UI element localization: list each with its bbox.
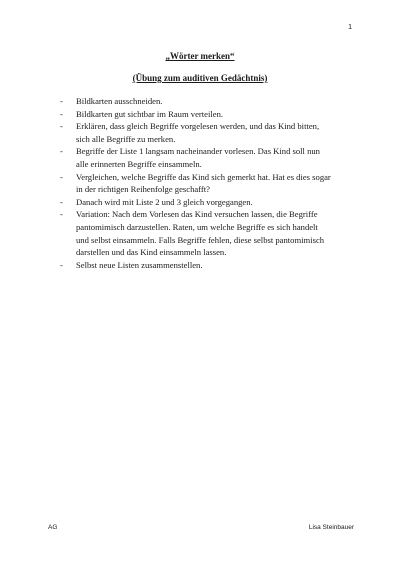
instruction-text [76, 145, 360, 170]
instruction-item [60, 95, 360, 108]
instruction-item [60, 171, 360, 196]
instruction-line: Vergleichen, welche Begriffe das Kind sich gemerkt hat. Hat es dies sogar [76, 171, 331, 182]
document-subtitle: (Übung zum auditiven Gedächtnis) [132, 73, 268, 83]
instruction-line: Bildkarten gut sichtbar im Raum verteilen. [76, 108, 224, 119]
bullet-dash: - [60, 171, 63, 182]
bullet-dash: - [60, 121, 63, 132]
instruction-line: alle erinnerten Begriffe einsammeln. [76, 158, 202, 169]
instruction-text [76, 196, 360, 209]
bullet-dash: - [60, 259, 63, 270]
footer-left: AG [48, 524, 58, 531]
instruction-text [76, 208, 360, 258]
instruction-line: darstellen und das Kind einsammeln lassen. [76, 247, 227, 258]
instruction-line: Bildkarten ausschneiden. [76, 96, 163, 106]
instruction-item [60, 120, 360, 145]
instruction-text [76, 171, 360, 196]
instruction-line: Variation: Nach dem Vorlesen das Kind versuchen lassen, die Begriffe [76, 209, 318, 220]
footer-author: Lisa Steinbauer [308, 524, 354, 531]
instruction-item [60, 208, 360, 258]
instruction-line: in der richtigen Reihenfolge geschafft? [76, 184, 210, 195]
document-title: „Wörter merken“ [165, 51, 235, 61]
bullet-dash: - [60, 209, 63, 220]
page-number: 1 [348, 24, 352, 31]
instruction-list [60, 95, 360, 271]
instruction-text [76, 259, 360, 272]
bullet-dash: - [60, 196, 63, 207]
instruction-item [60, 259, 360, 272]
instruction-item [60, 196, 360, 209]
instruction-text [76, 120, 360, 145]
instruction-line: und selbst einsammeln. Falls Begriffe fehlen, diese selbst pantomimisch [76, 234, 325, 245]
instruction-line: sich alle Begriffe zu merken. [76, 133, 176, 144]
instruction-item [60, 145, 360, 170]
bullet-dash: - [60, 96, 63, 106]
instruction-text [76, 108, 360, 121]
instruction-text [76, 95, 360, 108]
instruction-line: Selbst neue Listen zusammenstellen. [76, 259, 203, 270]
bullet-dash: - [60, 146, 63, 157]
instruction-line: Begriffe der Liste 1 langsam nacheinander vorlesen. Das Kind soll nun [76, 146, 320, 157]
instruction-line: Danach wird mit Liste 2 und 3 gleich vorgegangen. [76, 196, 253, 207]
instruction-line: pantomimisch darzustellen. Raten, um welche Begriffe es sich handelt [76, 221, 318, 232]
instruction-item [60, 108, 360, 121]
instruction-line: Erklären, dass gleich Begriffe vorgelesen werden, und das Kind bitten, [76, 121, 320, 132]
bullet-dash: - [60, 108, 63, 119]
